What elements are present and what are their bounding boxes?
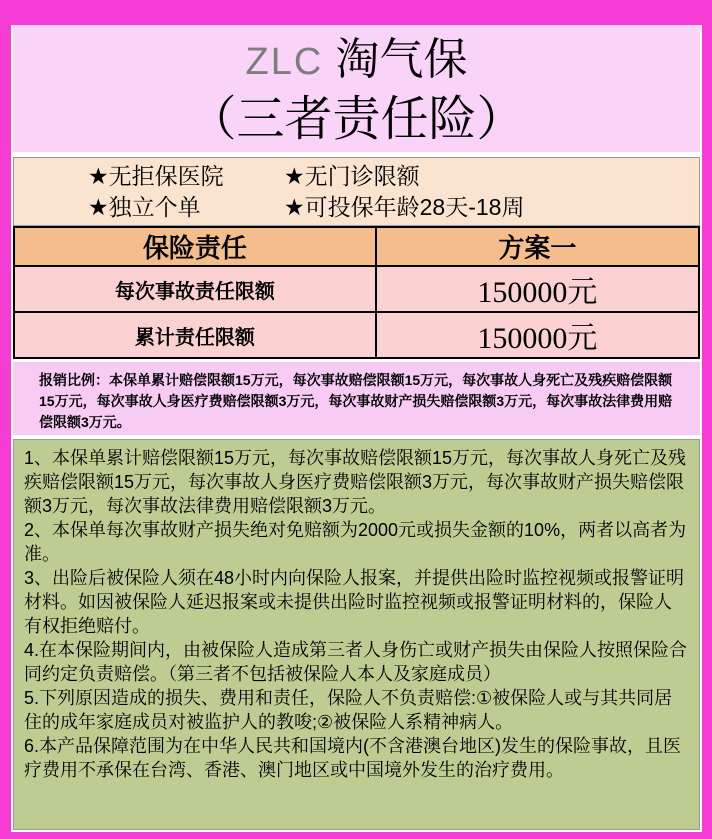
product-title — [13, 25, 700, 91]
feature-list — [13, 157, 700, 226]
row-value-aggregate-limit: 150000元 — [376, 312, 699, 358]
row-label-per-accident-limit: 每次事故责任限额 — [14, 266, 376, 312]
product-name: 淘气保 — [335, 35, 468, 84]
column-header-liability: 保险责任 — [14, 227, 376, 266]
row-value-per-accident-limit: 150000元 — [376, 266, 699, 312]
feature-standalone-policy: ★独立个单 — [88, 194, 201, 220]
reimbursement-note — [13, 362, 700, 435]
feature-no-hospital-rejection: ★无拒保医院 — [88, 163, 224, 189]
term-item-4: 4.在本保险期间内，由被保险人造成第三者人身伤亡或财产损失由保险人按照保险合同约定负责赔偿。（第三者不包括被保险人本人及家庭成员） — [24, 640, 688, 684]
term-item-3: 3、出险后被保险人须在48小时内向保险人报案，并提供出险时监控视频或报警证明材料。如因被保险人延迟报案或未提供出险时监控视频或报警证明材料的，保险人有权拒绝赔付。 — [24, 568, 685, 636]
term-item-5: 5.下列原因造成的损失、费用和责任，保险人不负责赔偿:①被保险人或与其共同居住的成年家庭成员对被监护人的教唆;②被保险人系精神病人。 — [24, 688, 673, 732]
column-header-plan-one: 方案一 — [376, 227, 699, 266]
poster-content — [11, 25, 702, 832]
feature-insurable-age: ★可投保年龄28天-18周 — [284, 194, 525, 220]
term-item-6: 6.本产品保障范围为在中华人民共和国境内(不含港澳台地区)发生的保险事故，且医疗费用不承保在台湾、香港、澳门地区或中国境外发生的治疗费用。 — [24, 736, 681, 780]
reimbursement-note-label: 报销比例： — [39, 372, 109, 388]
table-row — [14, 266, 699, 312]
product-subtitle: （三者责任险） — [188, 93, 525, 146]
row-label-aggregate-limit: 累计责任限额 — [14, 312, 376, 358]
feature-no-outpatient-limit: ★无门诊限额 — [284, 163, 420, 189]
brand-name: ZLC — [245, 41, 324, 83]
feature-grid — [88, 161, 699, 223]
terms-section — [13, 439, 700, 830]
term-item-2: 2、本保单每次事故财产损失绝对免赔额为2000元或损失金额的10%，两者以高者为准。 — [24, 520, 687, 564]
table-row — [14, 312, 699, 358]
term-item-1: 1、本保单累计赔偿限额15万元，每次事故赔偿限额15万元，每次事故人身死亡及残疾赔偿限额15万元，每次事故人身医疗费赔偿限额3万元，每次事故财产损失赔偿限额3万元，每次事故法律费用赔偿限额3万元。 — [24, 448, 687, 516]
reimbursement-note-text: 本保单累计赔偿限额15万元，每次事故赔偿限额15万元，每次事故人身死亡及残疾赔偿限额15万元，每次事故人身医疗费赔偿限额3万元，每次事故财产损失赔偿限额3万元，每次事故法律费用赔偿限额3万元。 — [39, 372, 673, 430]
liability-table — [13, 226, 700, 359]
table-header-row — [14, 227, 699, 266]
title-block — [13, 25, 700, 152]
